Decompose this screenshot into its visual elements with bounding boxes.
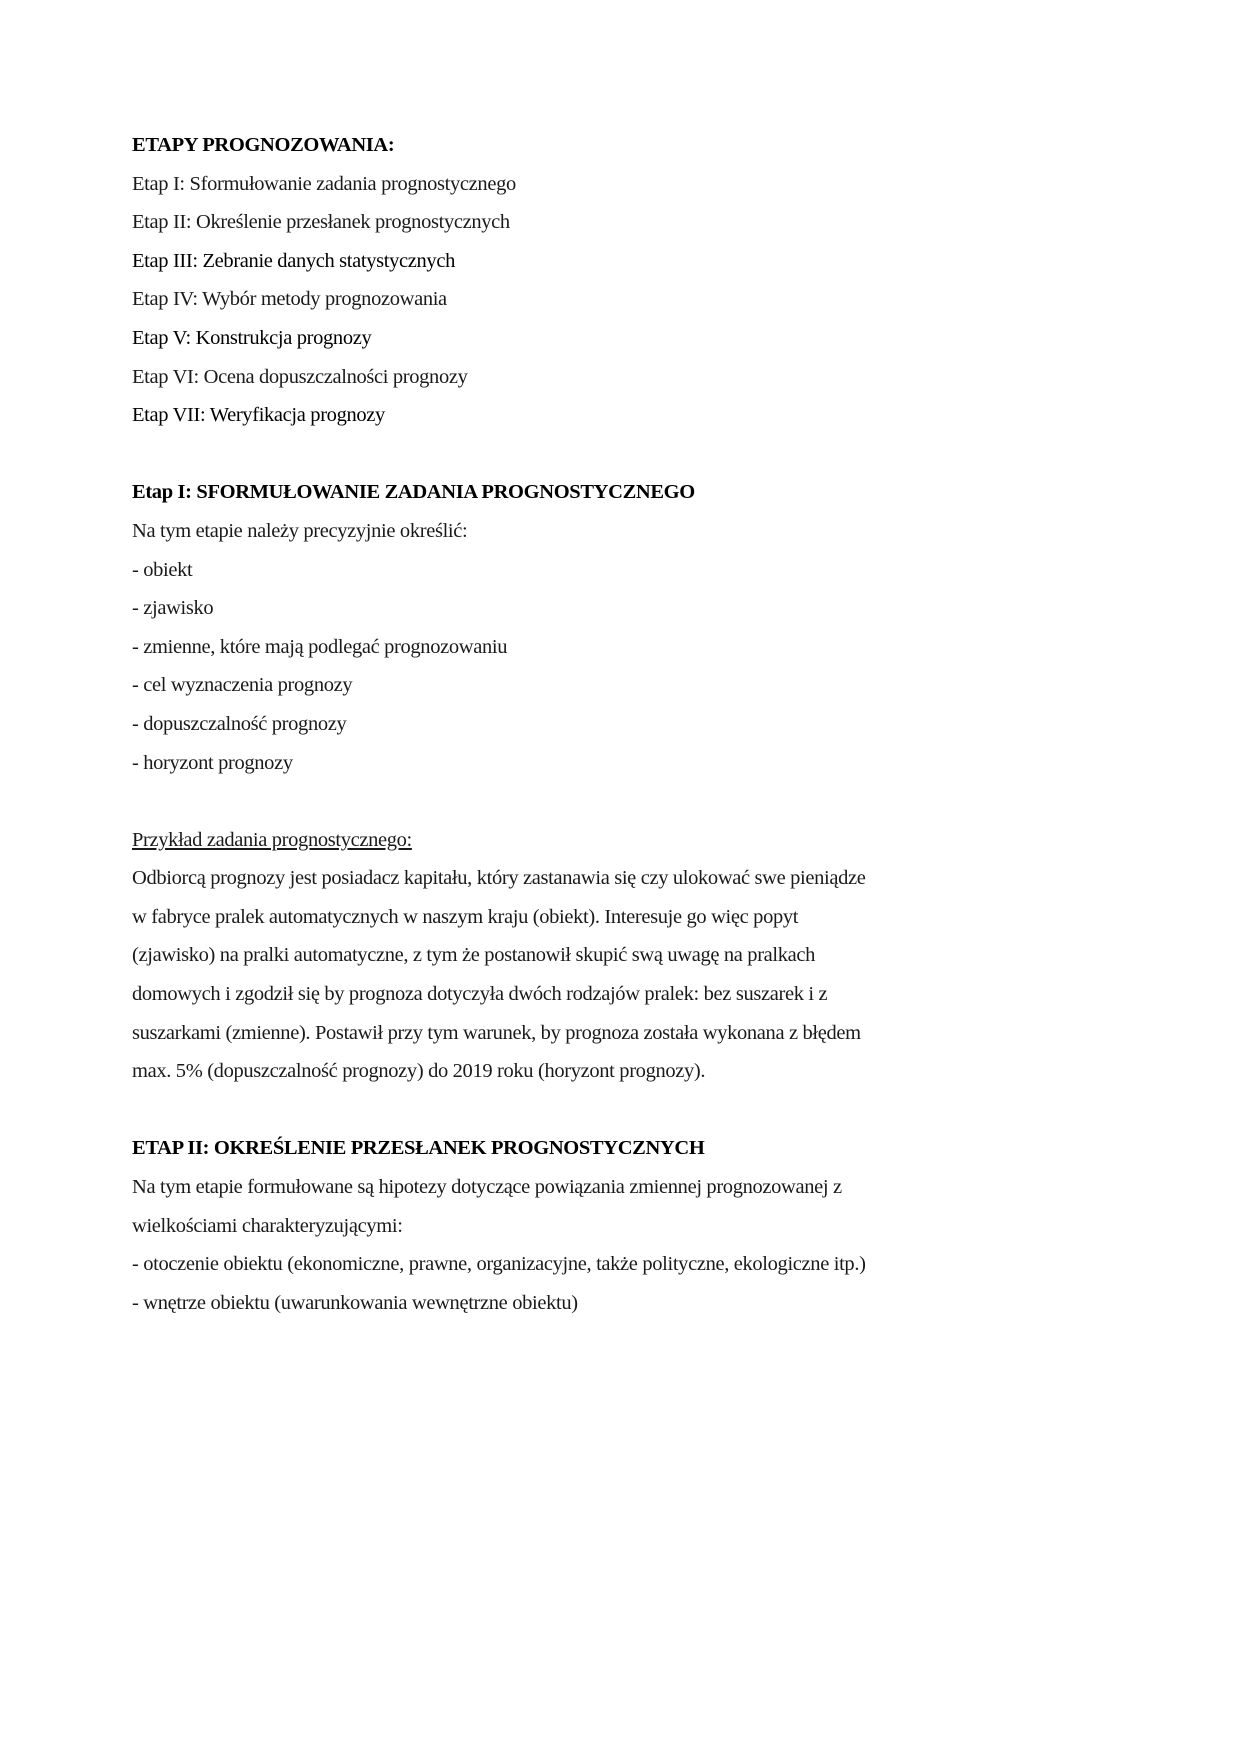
example-line: domowych i zgodził się by prognoza dotyczyła dwóch rodzajów pralek: bez suszarek i z [132, 983, 828, 1006]
section2-intro: wielkościami charakteryzującymi: [132, 1214, 403, 1237]
example-line: max. 5% (dopuszczalność prognozy) do 2019 roku (horyzont prognozy). [132, 1060, 706, 1083]
list-item: - zmienne, które mają podlegać prognozowaniu [132, 635, 508, 658]
example-line: Odbiorcą prognozy jest posiadacz kapitału, który zastanawia się czy ulokować swe pieniądze [132, 867, 866, 890]
toc-item: Etap VII: Weryfikacja prognozy [132, 404, 385, 427]
section1-heading: Etap I: SFORMUŁOWANIE ZADANIA PROGNOSTYCZNEGO [132, 481, 695, 504]
list-item: - zjawisko [132, 597, 214, 620]
list-item: - otoczenie obiektu (ekonomiczne, prawne, organizacyjne, także polityczne, ekologiczne itp.) [132, 1253, 866, 1276]
toc-item: Etap II: Określenie przesłanek prognostycznych [132, 211, 510, 234]
list-item: - obiekt [132, 558, 193, 581]
example-line: w fabryce pralek automatycznych w naszym kraju (obiekt). Interesuje go więc popyt [132, 905, 799, 928]
toc-item: Etap I: Sformułowanie zadania prognostycznego [132, 172, 516, 195]
toc-item: Etap III: Zebranie danych statystycznych [132, 249, 455, 272]
example-line: suszarkami (zmienne). Postawił przy tym warunek, by prognoza została wykonana z błędem [132, 1021, 861, 1044]
list-item: - horyzont prognozy [132, 751, 293, 774]
toc-item: Etap IV: Wybór metody prognozowania [132, 288, 447, 311]
toc-item: Etap VI: Ocena dopuszczalności prognozy [132, 365, 468, 388]
toc-item: Etap V: Konstrukcja prognozy [132, 326, 372, 349]
toc-title: ETAPY PROGNOZOWANIA: [132, 134, 395, 156]
example-title: Przykład zadania prognostycznego: [132, 828, 412, 851]
section2-intro: Na tym etapie formułowane są hipotezy dotyczące powiązania zmiennej prognozowanej z [132, 1176, 842, 1199]
document-page [132, 126, 1132, 1322]
list-item: - cel wyznaczenia prognozy [132, 674, 353, 697]
example-line: (zjawisko) na pralki automatyczne, z tym że postanowił skupić swą uwagę na pralkach [132, 944, 816, 967]
list-item: - dopuszczalność prognozy [132, 712, 347, 735]
list-item: - wnętrze obiektu (uwarunkowania wewnętrzne obiektu) [132, 1291, 578, 1314]
section2-heading: ETAP II: OKREŚLENIE PRZESŁANEK PROGNOSTYCZNYCH [132, 1137, 705, 1160]
section1-intro: Na tym etapie należy precyzyjnie określić: [132, 519, 468, 542]
